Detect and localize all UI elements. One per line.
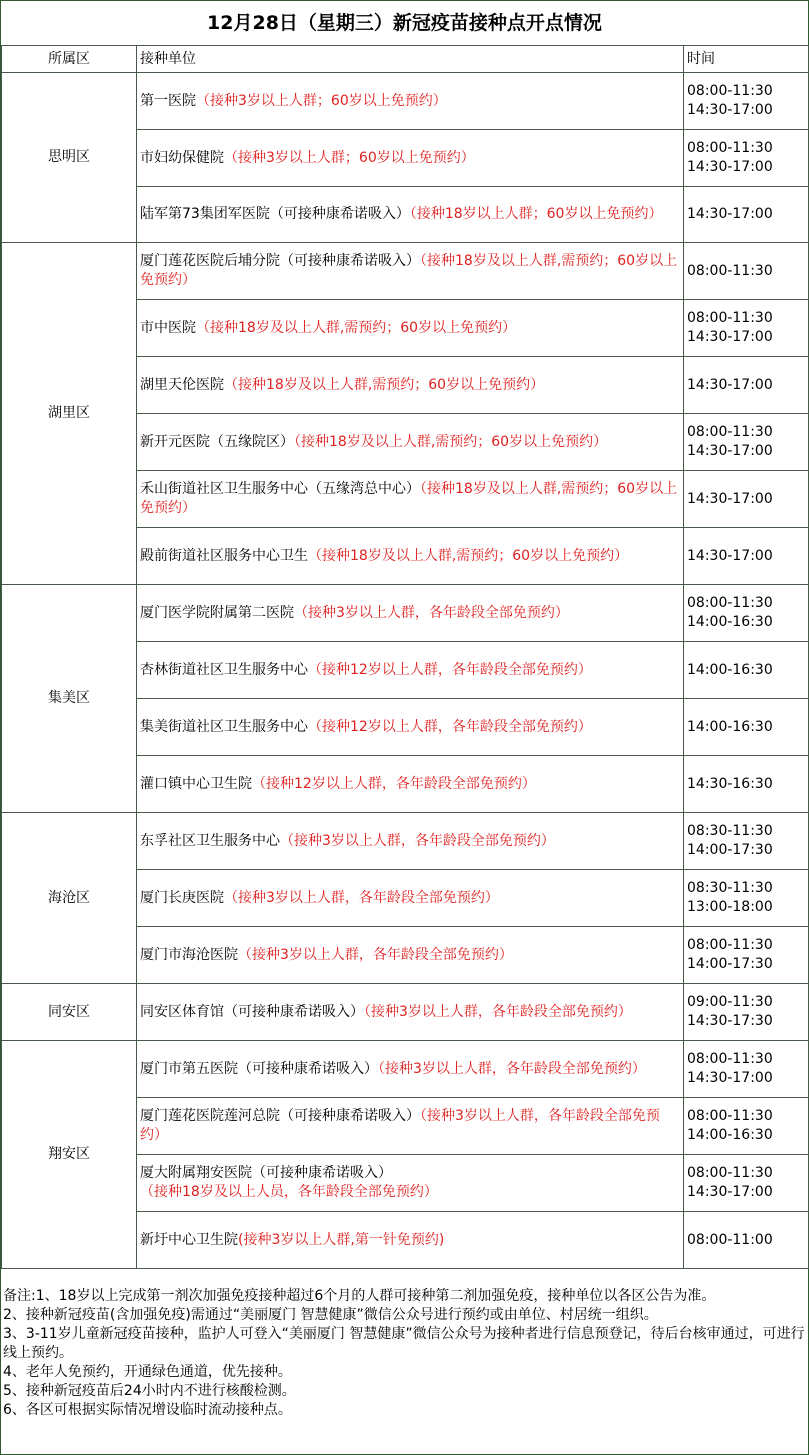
unit-cell — [137, 699, 684, 756]
time-cell — [684, 870, 809, 927]
district-cell: 集美区 — [2, 585, 137, 813]
unit-note: （接种3岁以上人群，各年龄段全部免预约） — [378, 1060, 646, 1077]
note-line: 4、老年人免预约，开通绿色通道，优先接种。 — [3, 1364, 292, 1380]
header-district: 所属区 — [2, 46, 137, 73]
time-slot: 14:00-16:30 — [687, 614, 773, 630]
unit-cell — [137, 130, 684, 187]
time-slot: 14:30-17:00 — [687, 376, 773, 393]
district-cell: 海沧区 — [2, 813, 137, 984]
time-cell — [684, 699, 809, 756]
unit-name: 厦门莲花医院后埔分院（可接种康希诺吸入） — [140, 253, 420, 269]
unit-note: （接种18岁及以上人群,需预约；60岁以上免预约） — [140, 481, 678, 516]
time-cell — [684, 471, 809, 528]
time-cell — [684, 73, 809, 130]
unit-note: （接种18岁及以上人群,需预约；60岁以上免预约） — [140, 253, 678, 288]
table-row — [2, 1041, 809, 1098]
time-cell — [684, 585, 809, 642]
time-slot: 08:00-11:30 — [687, 140, 773, 156]
table-row — [2, 984, 809, 1041]
unit-note: （接种18岁及以上人群,需预约；60岁以上免预约） — [294, 433, 608, 450]
time-cell — [684, 984, 809, 1041]
time-cell — [684, 243, 809, 300]
unit-name: 第一医院 — [140, 92, 196, 109]
time-slot: 14:00-16:30 — [687, 1127, 773, 1143]
time-cell — [684, 130, 809, 187]
unit-note: （接种3岁以上人群，各年龄段全部免预约） — [224, 889, 499, 906]
unit-note: （接种3岁以上人群，各年龄段全部免预约） — [140, 1108, 660, 1143]
unit-cell — [137, 1155, 684, 1212]
unit-name: 厦门医学院附属第二医院 — [140, 604, 294, 621]
table-row — [2, 243, 809, 300]
time-slot: 08:30-11:30 — [687, 880, 773, 896]
unit-cell — [137, 528, 684, 585]
unit-cell — [137, 756, 684, 813]
time-slot: 13:00-18:00 — [687, 899, 773, 915]
note-line: 5、接种新冠疫苗后24小时内不进行核酸检测。 — [3, 1383, 296, 1399]
time-slot: 08:00-11:30 — [687, 937, 773, 953]
unit-note: （接种3岁以上人群，各年龄段全部免预约） — [294, 604, 569, 621]
unit-name: 厦门市海沧医院 — [140, 946, 238, 963]
unit-cell — [137, 813, 684, 870]
time-slot: 14:30-17:00 — [687, 443, 773, 459]
time-slot: 08:00-11:30 — [687, 1051, 773, 1067]
time-cell — [684, 187, 809, 243]
table-row — [2, 73, 809, 130]
time-slot: 14:30-17:00 — [687, 547, 773, 564]
unit-cell — [137, 1212, 684, 1269]
unit-name: 杏林街道社区卫生服务中心 — [140, 661, 308, 678]
unit-cell — [137, 414, 684, 471]
unit-name: 市中医院 — [140, 319, 196, 336]
unit-cell — [137, 927, 684, 984]
note-line: 6、各区可根据实际情况增设临时流动接种点。 — [3, 1402, 292, 1418]
district-cell: 湖里区 — [2, 243, 137, 585]
header-time: 时间 — [684, 46, 809, 73]
time-slot: 14:30-17:00 — [687, 102, 773, 118]
unit-cell — [137, 1041, 684, 1098]
unit-note: （接种18岁及以上人员，各年龄段全部免预约） — [140, 1184, 438, 1200]
unit-cell — [137, 984, 684, 1041]
time-cell — [684, 927, 809, 984]
time-slot: 14:30-17:00 — [687, 159, 773, 175]
unit-note: （接种3岁以上人群，各年龄段全部免预约） — [364, 1003, 632, 1020]
unit-name: 陆军第73集团军医院（可接种康希诺吸入） — [140, 206, 410, 222]
unit-name: 新开元医院（五缘院区） — [140, 433, 294, 450]
time-cell — [684, 414, 809, 471]
unit-note: （接种18岁及以上人群,需预约；60岁以上免预约） — [224, 376, 545, 393]
time-slot: 14:30-17:00 — [687, 490, 773, 507]
note-line: 备注:1、18岁以上完成第一剂次加强免疫接种超过6个月的人群可接种第二剂加强免疫，接种单位以各区公告为准。 — [3, 1288, 716, 1304]
note-line: 3、3-11岁儿童新冠疫苗接种，监护人可登入“美丽厦门 智慧健康”微信公众号为接种者进行信息预登记，待后台核审通过，可进行线上预约。 — [3, 1326, 805, 1361]
time-cell — [684, 642, 809, 699]
time-slot: 14:30-17:00 — [687, 1184, 773, 1200]
time-cell — [684, 528, 809, 585]
unit-name: 同安区体育馆（可接种康希诺吸入） — [140, 1003, 364, 1020]
time-slot: 08:30-11:30 — [687, 823, 773, 839]
time-slot: 08:00-11:30 — [687, 83, 773, 99]
time-slot: 08:00-11:30 — [687, 1165, 773, 1181]
time-cell — [684, 300, 809, 357]
unit-name: 厦门市第五医院（可接种康希诺吸入） — [140, 1060, 378, 1077]
page-title: 12月28日（星期三）新冠疫苗接种点开点情况 — [1, 1, 808, 46]
time-slot: 14:30-16:30 — [687, 775, 773, 792]
unit-cell — [137, 300, 684, 357]
time-cell — [684, 756, 809, 813]
unit-name: 厦门莲花医院莲河总院（可接种康希诺吸入） — [140, 1108, 420, 1124]
time-slot: 14:00-16:30 — [687, 661, 773, 678]
unit-note: (接种3岁以上人群,第一针免预约) — [238, 1231, 445, 1248]
notes-section — [1, 1271, 808, 1420]
unit-name: 集美街道社区卫生服务中心 — [140, 718, 308, 735]
unit-cell — [137, 471, 684, 528]
time-slot: 14:30-17:00 — [687, 1070, 773, 1086]
unit-name: 新圩中心卫生院 — [140, 1231, 238, 1248]
table-row — [2, 813, 809, 870]
unit-cell — [137, 1098, 684, 1155]
district-cell: 思明区 — [2, 73, 137, 243]
time-slot: 08:00-11:30 — [687, 1108, 773, 1124]
time-slot: 14:30-17:30 — [687, 1013, 773, 1029]
time-slot: 08:00-11:30 — [687, 262, 773, 279]
time-slot: 08:00-11:30 — [687, 424, 773, 440]
unit-name: 湖里天伦医院 — [140, 376, 224, 393]
time-slot: 09:00-11:30 — [687, 994, 773, 1010]
unit-note: （接种3岁以上人群，各年龄段全部免预约） — [280, 832, 555, 849]
table-row — [2, 585, 809, 642]
time-slot: 08:00-11:00 — [687, 1231, 773, 1248]
time-slot: 08:00-11:30 — [687, 595, 773, 611]
unit-cell — [137, 642, 684, 699]
district-cell: 同安区 — [2, 984, 137, 1041]
unit-name: 殿前街道社区服务中心卫生 — [140, 547, 308, 564]
time-slot: 08:00-11:30 — [687, 310, 773, 326]
district-cell: 翔安区 — [2, 1041, 137, 1269]
unit-note: （接种12岁以上人群，各年龄段全部免预约） — [252, 775, 536, 792]
time-cell — [684, 1155, 809, 1212]
unit-name: 灌口镇中心卫生院 — [140, 775, 252, 792]
unit-cell — [137, 585, 684, 642]
header-row — [2, 46, 809, 73]
unit-note: （接种3岁以上人群；60岁以上免预约） — [196, 92, 447, 109]
unit-name: 厦大附属翔安医院（可接种康希诺吸入） — [140, 1165, 392, 1181]
time-cell — [684, 1041, 809, 1098]
time-slot: 14:30-17:00 — [687, 329, 773, 345]
unit-note: （接种3岁以上人群，各年龄段全部免预约） — [238, 946, 513, 963]
sites-table — [1, 45, 809, 1269]
time-slot: 14:00-16:30 — [687, 718, 773, 735]
unit-note: （接种18岁及以上人群,需预约；60岁以上免预约） — [308, 547, 629, 564]
time-cell — [684, 1212, 809, 1269]
unit-cell — [137, 243, 684, 300]
time-cell — [684, 813, 809, 870]
unit-cell — [137, 187, 684, 243]
time-slot: 14:30-17:00 — [687, 206, 773, 222]
unit-note: （接种18岁以上人群；60岁以上免预约） — [409, 206, 663, 222]
time-cell — [684, 357, 809, 414]
unit-name: 市妇幼保健院 — [140, 149, 224, 166]
time-slot: 14:00-17:30 — [687, 956, 773, 972]
unit-cell — [137, 357, 684, 414]
unit-cell — [137, 73, 684, 130]
unit-name: 厦门长庚医院 — [140, 889, 224, 906]
header-unit: 接种单位 — [137, 46, 684, 73]
unit-note: （接种3岁以上人群；60岁以上免预约） — [224, 149, 475, 166]
unit-cell — [137, 870, 684, 927]
note-line: 2、接种新冠疫苗(含加强免疫)需通过“美丽厦门 智慧健康”微信公众号进行预约或由单位、村居统一组织。 — [3, 1307, 658, 1323]
unit-name: 禾山街道社区卫生服务中心（五缘湾总中心） — [140, 481, 420, 497]
unit-note: （接种12岁以上人群，各年龄段全部免预约） — [308, 661, 592, 678]
unit-note: （接种12岁以上人群，各年龄段全部免预约） — [308, 718, 592, 735]
unit-note: （接种18岁及以上人群,需预约；60岁以上免预约） — [196, 319, 517, 336]
unit-name: 东孚社区卫生服务中心 — [140, 832, 280, 849]
time-slot: 14:00-17:30 — [687, 842, 773, 858]
time-cell — [684, 1098, 809, 1155]
